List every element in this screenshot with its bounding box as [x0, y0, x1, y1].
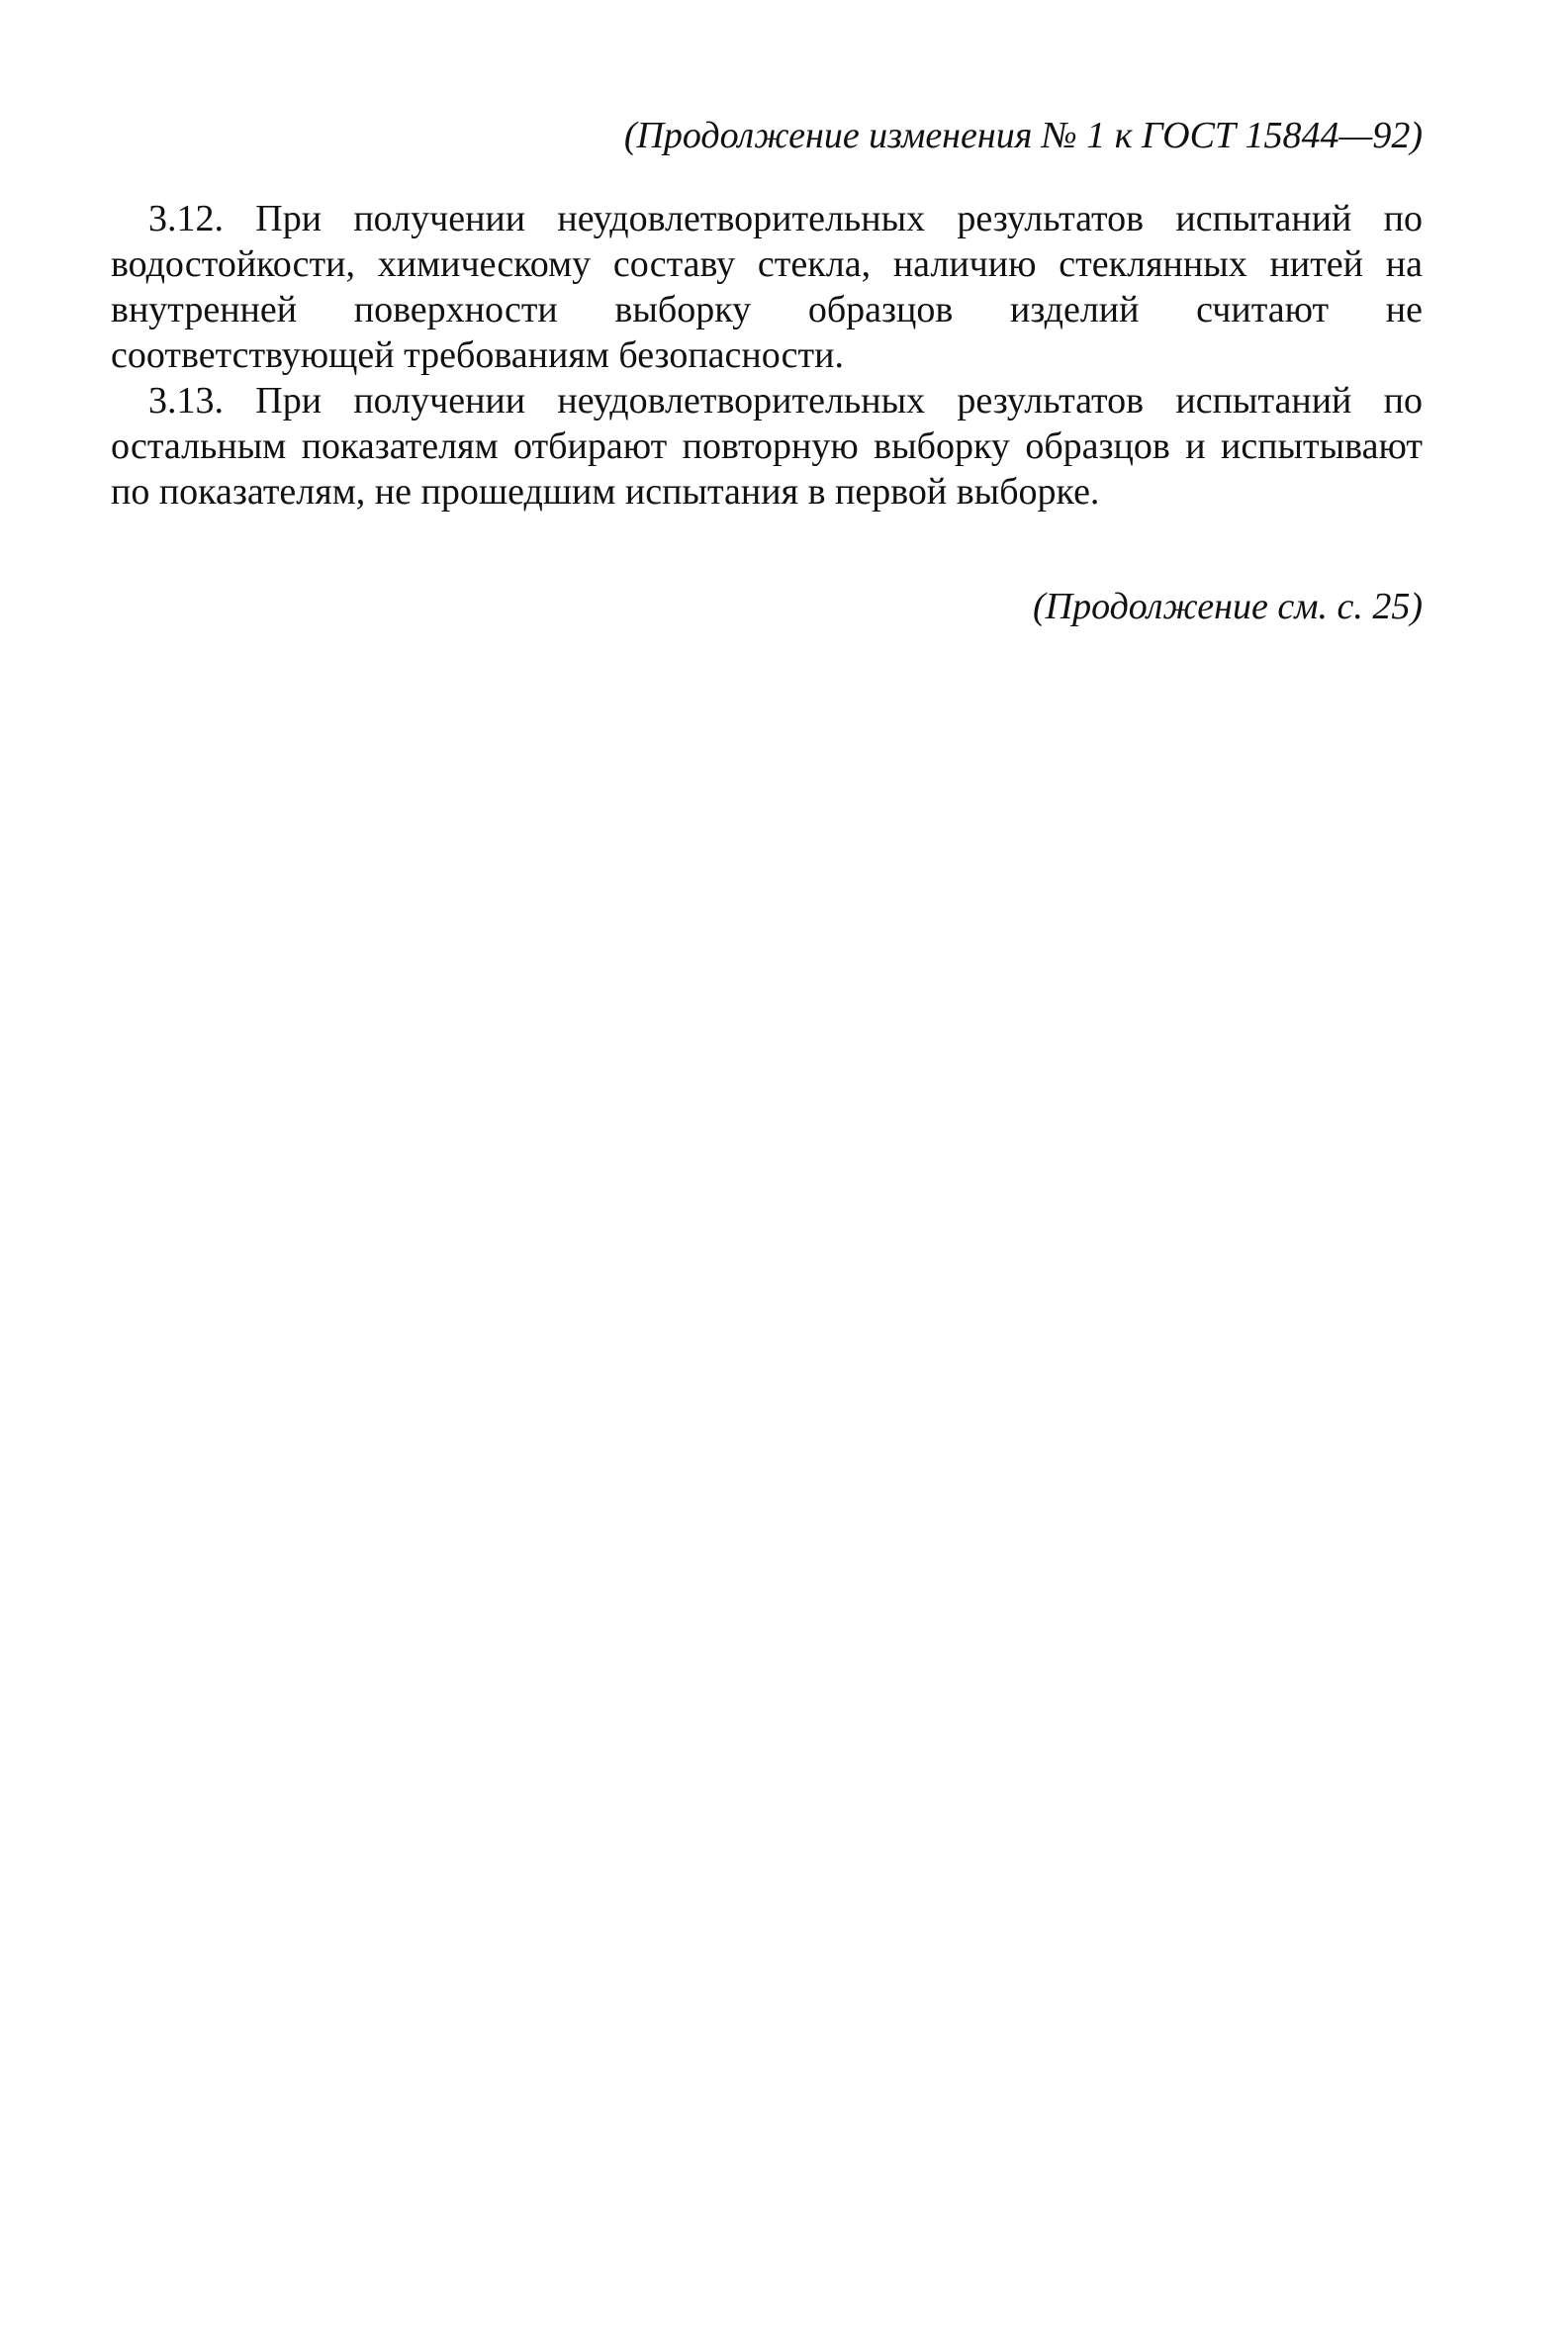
continuation-note: (Продолжение см. с. 25) [1032, 586, 1423, 627]
paragraph-3-12: 3.12. При получении неудовлетворительных результатов испытаний по водостойкости, химическому составу стекла, наличию стеклянных нитей на внутренней поверхности выборку образцов изделий считают не соответствующей требованиям безопасности. [111, 198, 1423, 376]
document-body [111, 196, 1423, 515]
continuation-header: (Продолжение изменения № 1 к ГОСТ 15844—92) [623, 115, 1423, 156]
paragraph-3-13: 3.13. При получении неудовлетворительных результатов испытаний по остальным показателям отбирают повторную выборку образцов и испытывают по показателям, не прошедшим испытания в первой выборке. [111, 380, 1423, 513]
